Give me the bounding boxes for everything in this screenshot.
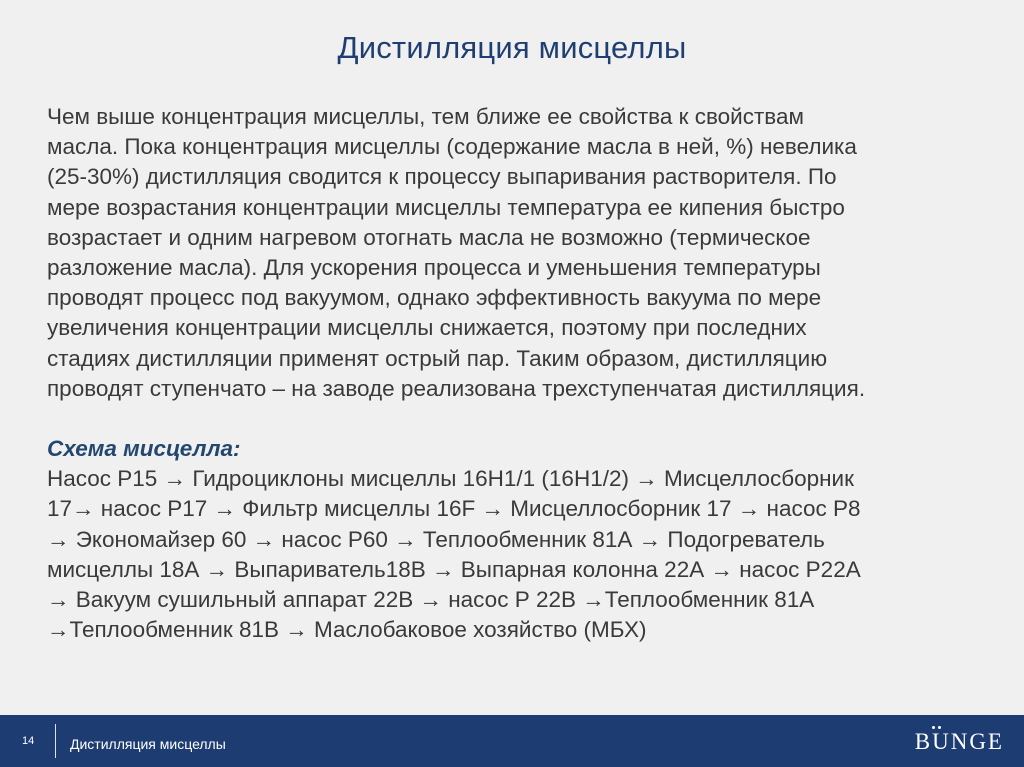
- spacer: [47, 404, 997, 434]
- page-number: 14: [22, 735, 35, 747]
- scheme-line: Насос Р15 → Гидроциклоны мисцеллы 16Н1/1 (16Н1/2) → Мисцеллосборник: [47, 466, 854, 492]
- paragraph-line: мере возрастания концентрации мисцеллы температура ее кипения быстро: [47, 194, 845, 220]
- scheme-line: → Экономайзер 60 → насос Р60 → Теплообменник 81А → Подогреватель: [47, 526, 825, 552]
- footer-divider: [55, 724, 56, 758]
- paragraph-line: (25-30%) дистилляция сводится к процессу выпаривания растворителя. По: [47, 164, 837, 190]
- paragraph-line: масла. Пока концентрация мисцеллы (содержание масла в ней, %) невелика: [47, 134, 857, 160]
- paragraph-line: проводят процесс под вакуумом, однако эффективность вакуума по мере: [47, 285, 822, 311]
- paragraph-line: стадиях дистилляции применят острый пар. Таким образом, дистилляцию: [47, 345, 828, 371]
- paragraph-line: проводят ступенчато – на заводе реализована трехступенчатая дистилляция.: [47, 375, 866, 401]
- paragraph-line: разложение масла). Для ускорения процесса и уменьшения температуры: [47, 255, 821, 281]
- scheme-line: →Теплообменник 81В → Маслобаковое хозяйство (МБХ): [47, 617, 647, 643]
- slide-body: [47, 102, 997, 645]
- scheme-heading: Схема мисцелла:: [47, 436, 241, 462]
- footer-title: Дистилляция мисцеллы: [70, 736, 226, 752]
- footer-bar: [0, 715, 1024, 767]
- logo-text: BUNGE: [914, 729, 1004, 754]
- slide-title: Дистилляция мисцеллы: [337, 30, 687, 65]
- scheme-line: 17→ насос Р17 → Фильтр мисцеллы 16F → Мисцеллосборник 17 → насос Р8: [47, 496, 861, 522]
- scheme-line: → Вакуум сушильный аппарат 22В → насос Р 22В →Теплообменник 81А: [47, 587, 815, 613]
- scheme-line: мисцеллы 18А → Выпариватель18В → Выпарная колонна 22А → насос Р22А: [47, 556, 861, 582]
- logo-umlaut-icon: [932, 726, 942, 730]
- bunge-logo: [915, 731, 1004, 753]
- paragraph-line: возрастает и одним нагревом отогнать масла не возможно (термическое: [47, 224, 811, 250]
- paragraph-line: увеличения концентрации мисцеллы снижается, поэтому при последних: [47, 315, 807, 341]
- paragraph-line: Чем выше концентрация мисцеллы, тем ближе ее свойства к свойствам: [47, 104, 804, 129]
